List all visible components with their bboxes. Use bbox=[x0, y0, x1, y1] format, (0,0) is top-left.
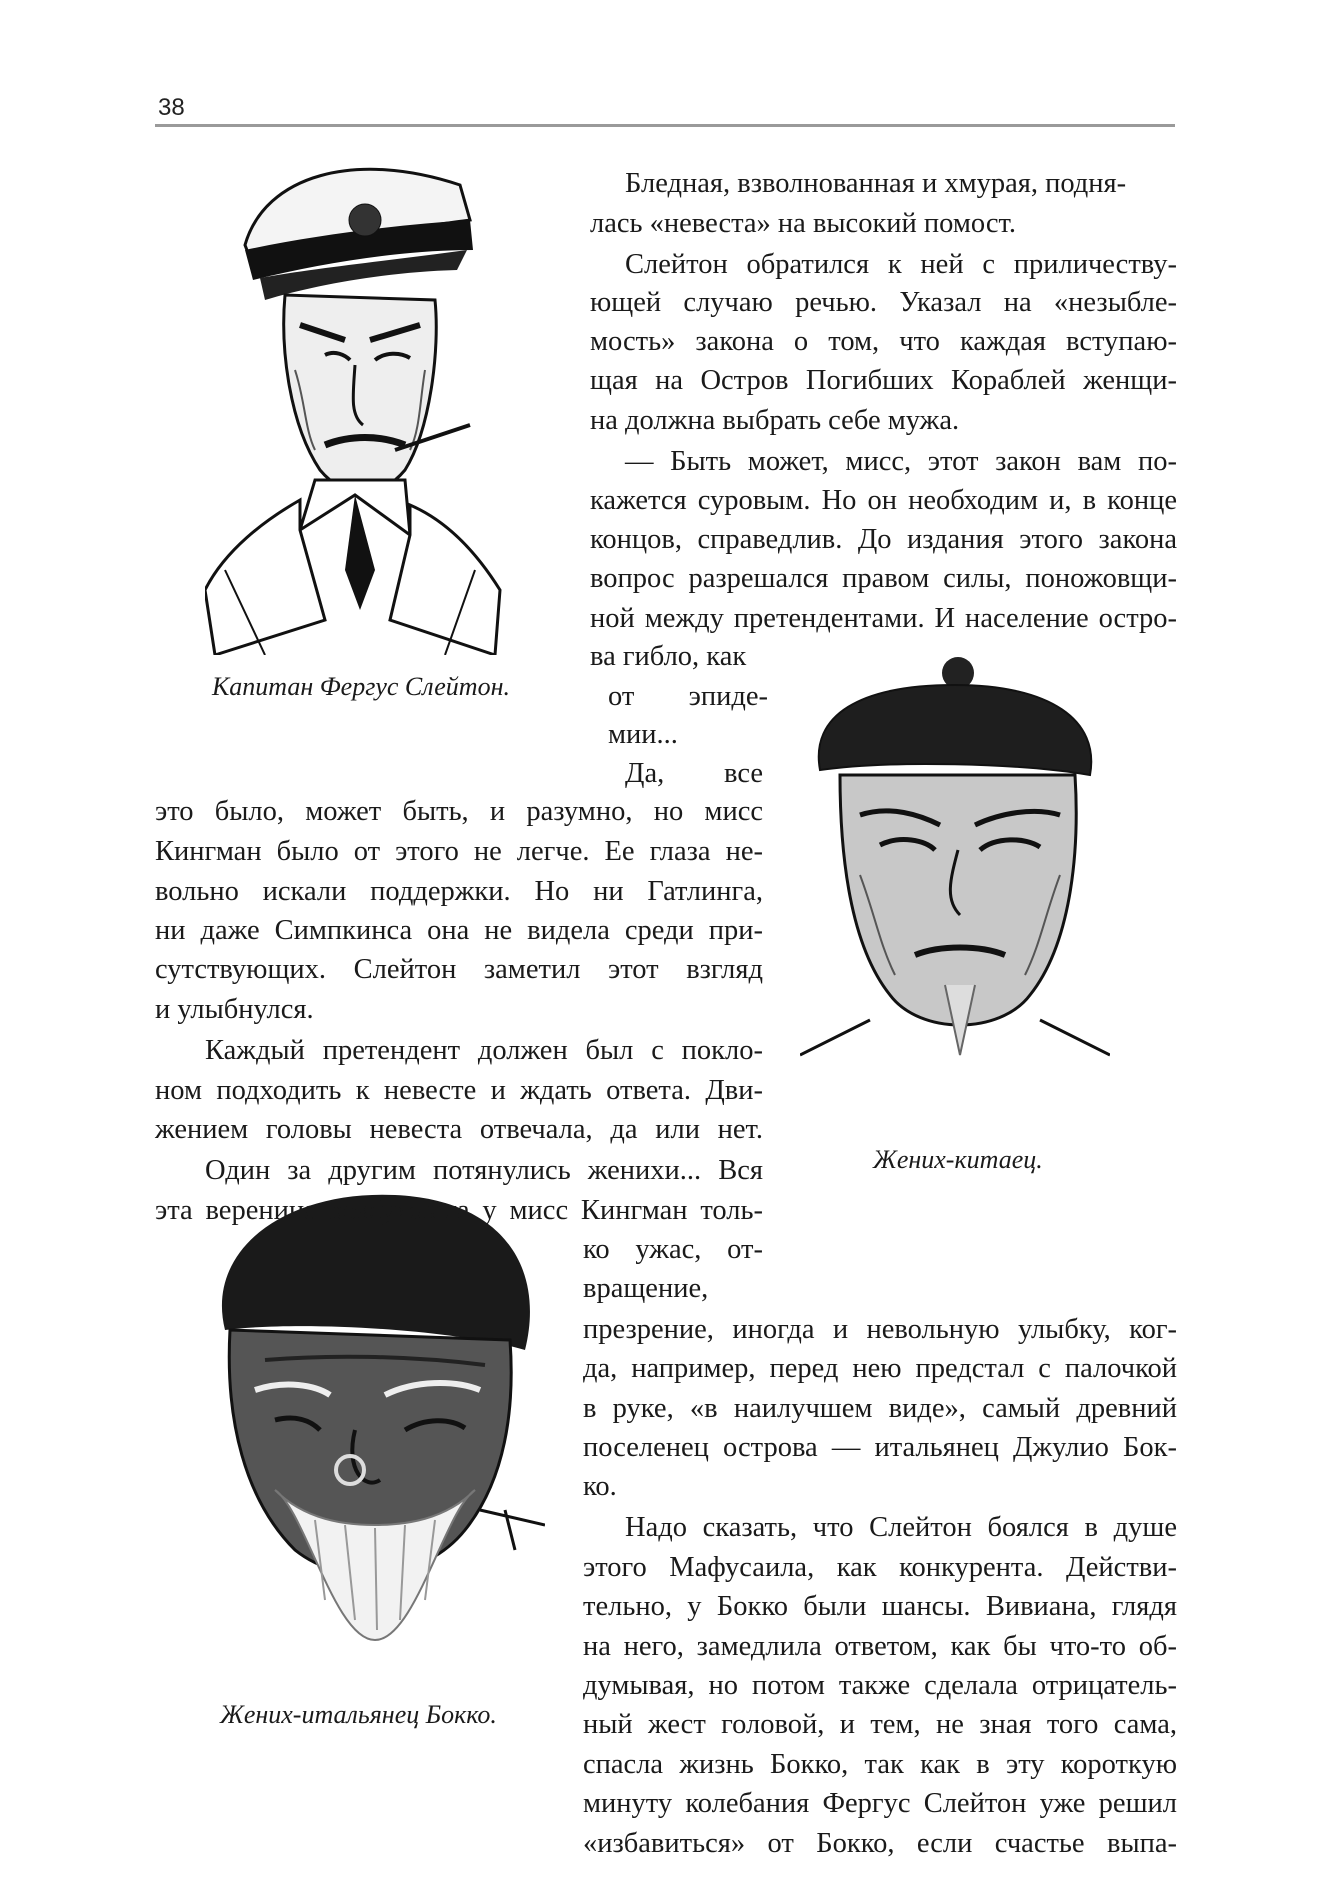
text-line: вопрос разрешался правом силы, поножовщи- bbox=[590, 563, 1177, 594]
text-line: ва гибло, как bbox=[590, 641, 747, 672]
text-line: «избавиться» от Бокко, если счастье выпа- bbox=[583, 1828, 1177, 1859]
text-line: вращение, bbox=[583, 1273, 709, 1304]
text-line: ный жест головой, и тем, не зная того сама, bbox=[583, 1709, 1177, 1740]
text-line: щая на Остров Погибших Кораблей женщи- bbox=[590, 365, 1177, 396]
text-line: это было, может быть, и разумно, но мисс bbox=[155, 796, 763, 827]
page-number: 38 bbox=[158, 94, 185, 121]
text-line: Бледная, взволнованная и хмурая, подня- bbox=[625, 168, 1127, 199]
captain-portrait-illustration bbox=[205, 150, 505, 655]
italian-groom-bokko-illustration bbox=[205, 1180, 545, 1650]
text-line: мии... bbox=[608, 719, 678, 750]
text-line: поселенец острова — итальянец Джулио Бок- bbox=[583, 1432, 1177, 1463]
text-line: ко ужас, от- bbox=[583, 1234, 763, 1265]
text-line: и улыбнулся. bbox=[155, 994, 314, 1025]
text-line: тельно, у Бокко были шансы. Вивиана, глядя bbox=[583, 1591, 1177, 1622]
text-line: на него, замедлила ответом, как бы что-то об- bbox=[583, 1631, 1177, 1662]
text-line: презрение, иногда и невольную улыбку, ког- bbox=[583, 1314, 1177, 1345]
text-line: Каждый претендент должен был с покло- bbox=[205, 1035, 763, 1066]
text-line: лась «невеста» на высокий помост. bbox=[590, 208, 1016, 239]
text-line: Слейтон обратился к ней с приличеству- bbox=[625, 249, 1177, 280]
text-line: думывая, но потом также сделала отрицатель- bbox=[583, 1670, 1177, 1701]
text-line: Да, все bbox=[625, 758, 763, 789]
text-line: в руке, «в наилучшем виде», самый древний bbox=[583, 1393, 1177, 1424]
text-line: ко. bbox=[583, 1471, 617, 1502]
text-line: — Быть может, мисс, этот закон вам по- bbox=[625, 446, 1177, 477]
header-rule bbox=[155, 124, 1175, 127]
text-line: Один за другим потянулись женихи... Вся bbox=[205, 1155, 763, 1186]
italian-groom-caption: Жених-итальянец Бокко. bbox=[220, 1700, 497, 1729]
text-line: да, например, перед нею предстал с палочкой bbox=[583, 1353, 1177, 1384]
captain-caption: Капитан Фергус Слейтон. bbox=[212, 672, 510, 701]
text-line: вольно искали поддержки. Но ни Гатлинга, bbox=[155, 876, 763, 907]
text-line: сутствующих. Слейтон заметил этот взгляд bbox=[155, 954, 763, 985]
text-line: Кингман было от этого не легче. Ее глаза не- bbox=[155, 836, 763, 867]
text-line: ющей случаю речью. Указал на «незыбле- bbox=[590, 287, 1177, 318]
chinese-groom-caption: Жених-китаец. bbox=[873, 1145, 1043, 1174]
text-line: минуту колебания Фергус Слейтон уже решил bbox=[583, 1788, 1177, 1819]
text-line: ной между претендентами. И население остро- bbox=[590, 603, 1177, 634]
text-line: от эпиде- bbox=[608, 681, 768, 712]
chinese-groom-illustration bbox=[800, 655, 1110, 1095]
text-line: концов, справедлив. До издания этого закона bbox=[590, 524, 1177, 555]
text-line: мость» закона о том, что каждая вступаю- bbox=[590, 326, 1177, 357]
text-line: спасла жизнь Бокко, так как в эту короткую bbox=[583, 1749, 1177, 1780]
text-line: ни даже Симпкинса она не видела среди при- bbox=[155, 915, 763, 946]
text-line: жением головы невеста отвечала, да или нет. bbox=[155, 1114, 763, 1145]
text-line: на должна выбрать себе мужа. bbox=[590, 405, 960, 436]
text-line: кажется суровым. Но он необходим и, в конце bbox=[590, 485, 1177, 516]
text-line: Надо сказать, что Слейтон боялся в душе bbox=[625, 1512, 1177, 1543]
text-line: этого Мафусаила, как конкурента. Действи- bbox=[583, 1552, 1177, 1583]
text-line: эта вереница возбуждала у мисс Кингман толь- bbox=[155, 1195, 763, 1226]
text-line: ном подходить к невесте и ждать ответа. Дви- bbox=[155, 1075, 763, 1106]
